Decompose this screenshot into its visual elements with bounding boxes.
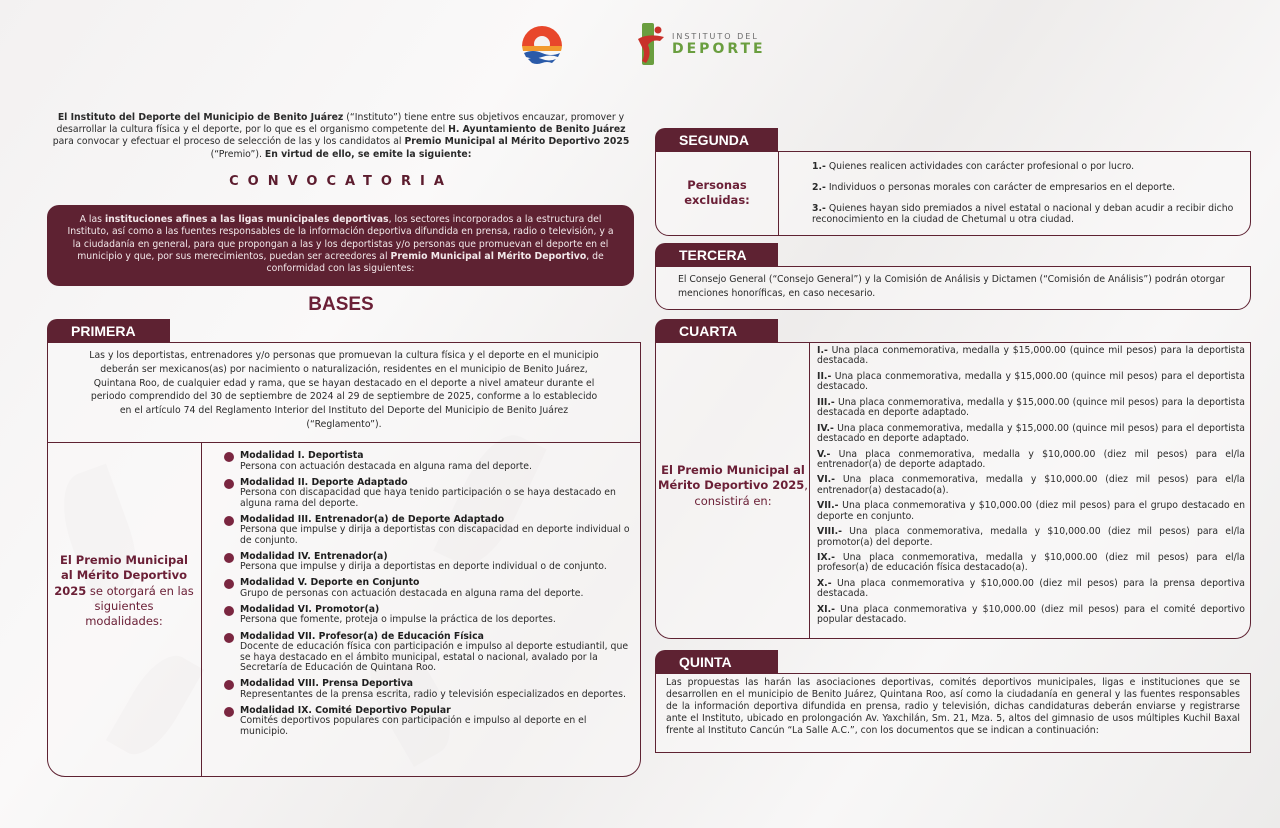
bullet-icon — [224, 606, 234, 616]
intro-paragraph — [48, 112, 634, 161]
bases-title: BASES — [308, 294, 374, 315]
modalidad-desc: Persona que impulse y dirija a deportistas con discapacidad en deporte individual o de conjunto. — [240, 524, 630, 546]
instituto-label: INSTITUTO DEL — [672, 31, 759, 41]
modalidad-item — [224, 515, 634, 547]
excluida-item — [812, 161, 1242, 172]
item-number: 1.- — [812, 161, 826, 172]
tab-segunda: SEGUNDA — [655, 128, 778, 151]
item-text: Individuos o personas morales con carácter de empresarios en el deporte. — [825, 182, 1176, 193]
modalidad-item — [224, 632, 634, 674]
instituto-deporte-icon — [636, 21, 666, 67]
premio-item — [817, 398, 1245, 419]
premio-number: I.- — [817, 345, 828, 356]
premio-item — [817, 605, 1245, 626]
item-number: 2.- — [812, 182, 826, 193]
premio-number: III.- — [817, 396, 835, 408]
convo-bold-2: instituciones afines a las ligas municipales deportivas — [104, 214, 389, 225]
premio-item — [817, 424, 1245, 445]
premio-text: Una placa conmemorativa, medalla y $10,000.00 (diez mil pesos) para el/la profesor(a) de educación física destacado(a). — [817, 552, 1245, 574]
premio-text: Una placa conmemorativa y $10,000.00 (diez mil pesos) para el comité deportivo popular destacado. — [817, 603, 1245, 626]
item-text: Quienes realicen actividades con carácter profesional o por lucro. — [825, 161, 1135, 172]
bullet-icon — [224, 633, 234, 643]
bullet-icon — [224, 680, 234, 690]
primera-modalidades-label — [54, 553, 194, 629]
convocatoria-box — [47, 205, 634, 286]
premio-number: VIII.- — [817, 526, 842, 538]
cuarta-left-bold: El Premio Municipal al Mérito Deportivo 2025 — [658, 463, 805, 493]
intro-bold-1: El Instituto del Deporte del Municipio de Benito Juárez — [57, 112, 344, 123]
personas-excluidas-label: Personas excluidas: — [684, 178, 750, 207]
premio-text: Una placa conmemorativa, medalla y $15,000.00 (quince mil pesos) para la deportista destacada. — [817, 345, 1245, 367]
instituto-deporte-logo — [636, 21, 766, 67]
divider — [201, 442, 202, 777]
modalidad-desc: Docente de educación física con participación e impulso al deporte estudiantil, que se haya destacado en el ámbito municipal, estatal o nacional, avalado por la Secretaría de Educación de Quintana Roo. — [240, 641, 629, 674]
cancun-logo-icon — [518, 20, 566, 68]
bullet-icon — [224, 707, 234, 717]
modalidad-title: Modalidad VII. Profesor(a) de Educación Física — [240, 630, 484, 642]
divider — [809, 343, 810, 638]
modalidades-list — [224, 451, 634, 743]
tab-primera: PRIMERA — [47, 319, 170, 342]
cuarta-left-light: , consistirá en: — [694, 478, 808, 508]
premio-item — [817, 475, 1245, 496]
convo-bold-4: Premio Municipal al Mérito Deportivo — [390, 250, 587, 262]
premio-number: X.- — [817, 578, 832, 590]
intro-text-4: para convocar y efectuar el proceso de selección de las y los candidatos al — [52, 136, 405, 148]
intro-bold-5: Premio Municipal al Mérito Deportivo 2025 — [404, 136, 630, 148]
primera-text: Las y los deportistas, entrenadores y/o personas que promuevan la cultura física y el deporte en el municipio deberán ser mexicanos(as) por nacimiento o naturalización, residentes en el municipio de Benito Juárez, Quintana Roo, de cualquier edad y rama, que se hayan destacado en el deporte a nivel amateur durante el periodo comprendido del 30 de septiembre de 2024 al 29 de septiembre de 2025, conforme a lo establecido en el artículo 74 del Reglamento Interior del Instituto del Deporte del Municipio de Benito Juárez (“Reglamento”). — [89, 350, 599, 430]
convo-text-5: , de conformidad con las siguientes: — [266, 250, 604, 275]
intro-bold-7: En virtud de ello, se emite la siguiente: — [264, 148, 472, 160]
modalidad-desc: Representantes de la prensa escrita, radio y televisión especializados en deportes. — [240, 688, 626, 700]
premio-number: VI.- — [817, 474, 836, 486]
deporte-label: DEPORTE — [672, 40, 766, 57]
modalidad-title: Modalidad VIII. Prensa Deportiva — [240, 678, 414, 690]
excluidas-list — [812, 161, 1242, 235]
premio-text: Una placa conmemorativa, medalla y $15,000.00 (quince mil pesos) para la deportista destacada en deporte adaptado. — [817, 396, 1245, 419]
premio-item — [817, 372, 1245, 393]
intro-bold-3: H. Ayuntamiento de Benito Juárez — [448, 124, 626, 136]
modalidad-item — [224, 679, 634, 700]
premio-text: Una placa conmemorativa, medalla y $10,000.00 (diez mil pesos) para el/la promotor(a) del deporte. — [817, 526, 1245, 548]
cuarta-panel — [655, 342, 1251, 639]
premios-list — [817, 346, 1245, 631]
premio-item — [817, 450, 1245, 471]
modalidad-item — [224, 706, 634, 738]
quinta-panel — [655, 673, 1251, 753]
premio-text: Una placa conmemorativa, medalla y $15,000.00 (quince mil pesos) para el deportista destacado. — [817, 370, 1245, 393]
premio-number: IV.- — [817, 422, 834, 434]
premio-number: IX.- — [817, 552, 836, 564]
divider — [48, 442, 640, 443]
modalidad-desc: Persona que fomente, proteja o impulse la práctica de los deportes. — [240, 614, 556, 626]
primera-panel — [47, 342, 641, 777]
premio-item — [817, 579, 1245, 600]
premio-item — [817, 501, 1245, 522]
modalidad-title: Modalidad III. Entrenador(a) de Deporte Adaptado — [240, 513, 505, 525]
modalidad-desc: Persona con actuación destacada en alguna rama del deporte. — [240, 460, 532, 472]
premio-text: Una placa conmemorativa, medalla y $10,000.00 (diez mil pesos) para el/la entrenador(a) destacado(a). — [817, 474, 1245, 496]
convo-text-3: , los sectores incorporados a la estructura del Instituto, así como a las fuentes responsables de la información deportiva difundida en prensa, radio o televisión, y a la ciudadanía en general, para que propongan a las y los deportistas y/o personas que promuevan el deporte en el municipio y que, por sus merecimientos, puedan ser acreedores al — [67, 214, 614, 262]
premio-number: VII.- — [817, 500, 839, 512]
modalidad-item — [224, 478, 634, 510]
excluida-item — [812, 203, 1242, 225]
premio-text: Una placa conmemorativa y $10,000.00 (diez mil pesos) para el grupo destacado en deporte en conjunto. — [817, 500, 1245, 522]
premio-item — [817, 346, 1245, 367]
premio-number: XI.- — [817, 603, 836, 615]
item-text: Quienes hayan sido premiados a nivel estatal o nacional y deban acudir a recibir dicho reconocimiento en la ciudad de Chetumal u otra ciudad. — [812, 203, 1234, 225]
bullet-icon — [224, 452, 234, 462]
premio-text: Una placa conmemorativa, medalla y $10,000.00 (diez mil pesos) para el/la entrenador(a) de deporte adaptado. — [817, 448, 1245, 470]
modalidad-title: Modalidad I. Deportista — [240, 450, 364, 461]
modalidad-title: Modalidad V. Deporte en Conjunto — [240, 577, 420, 589]
modalidad-title: Modalidad IX. Comité Deportivo Popular — [240, 704, 451, 716]
intro-text-6: (“Premio”). — [210, 148, 265, 160]
primera-left-bold: El Premio Municipal al Mérito Deportivo 2025 — [54, 553, 188, 598]
modalidad-title: Modalidad IV. Entrenador(a) — [240, 550, 388, 562]
tercera-text: El Consejo General (“Consejo General”) y la Comisión de Análisis y Dictamen (“Comisión de Análisis”) podrán otorgar menciones honoríficas, en caso necesario. — [678, 274, 1225, 299]
modalidad-item — [224, 451, 634, 472]
modalidad-item — [224, 552, 634, 573]
bullet-icon — [224, 553, 234, 563]
item-number: 3.- — [812, 203, 826, 214]
header-logos — [518, 20, 766, 68]
bullet-icon — [224, 516, 234, 526]
modalidad-item — [224, 605, 634, 626]
convocatoria-title: CONVOCATORIA — [229, 174, 453, 189]
modalidad-desc: Comités deportivos populares con participación e impulso al deporte en el municipio. — [240, 715, 587, 737]
intro-text-2: (“Instituto”) tiene entre sus objetivos encauzar, promover y desarrollar la cultura física y el deporte, por lo que es el organismo competente del — [56, 112, 625, 136]
tab-tercera: TERCERA — [655, 243, 778, 266]
premio-text: Una placa conmemorativa, medalla y $15,000.00 (quince mil pesos) para el deportista destacado en deporte adaptado. — [817, 422, 1245, 444]
premio-item — [817, 527, 1245, 548]
premio-number: II.- — [817, 370, 832, 382]
premio-text: Una placa conmemorativa y $10,000.00 (diez mil pesos) para la prensa deportiva destacada. — [817, 578, 1245, 600]
modalidad-title: Modalidad II. Deporte Adaptado — [240, 476, 408, 488]
premio-item — [817, 553, 1245, 574]
modalidad-desc: Grupo de personas con actuación destacada en alguna rama del deporte. — [240, 587, 584, 599]
bullet-icon — [224, 579, 234, 589]
modalidad-desc: Persona con discapacidad que haya tenido participación o se haya destacado en alguna rama del deporte. — [240, 487, 616, 509]
premio-consistira-label — [658, 463, 808, 509]
tercera-panel — [655, 266, 1251, 310]
primera-left-light: se otorgará en las siguientes modalidades: — [85, 583, 194, 629]
tab-cuarta: CUARTA — [655, 319, 778, 342]
modalidad-title: Modalidad VI. Promotor(a) — [240, 603, 380, 615]
convo-text-1: A las — [79, 214, 105, 225]
divider — [778, 152, 779, 235]
modalidad-item — [224, 578, 634, 599]
premio-number: V.- — [817, 448, 831, 460]
quinta-text: Las propuestas las harán las asociaciones deportivas, comités deportivos municipales, ligas e instituciones que se desarrollen en el municipio de Benito Juárez, Quintana Roo, así como la ciudadanía en general y las fuentes responsables de la información deportiva difundida en prensa, radio y televisión, dichas candidaturas deberán enviarse y registrarse ante el Instituto, ubicado en prolongación Av. Yaxchilán, Sm. 21, Mza. 5, altos del gimnasio de usos múltiples Kuchil Baxal frente al Instituto Cancún “La Salle A.C.”, con los documentos que se indican a continuación: — [666, 677, 1240, 736]
excluida-item — [812, 182, 1242, 193]
tab-quinta: QUINTA — [655, 650, 778, 673]
bullet-icon — [224, 479, 234, 489]
modalidad-desc: Persona que impulse y dirija a deportistas en deporte individual o de conjunto. — [240, 561, 607, 573]
segunda-panel — [655, 151, 1251, 236]
